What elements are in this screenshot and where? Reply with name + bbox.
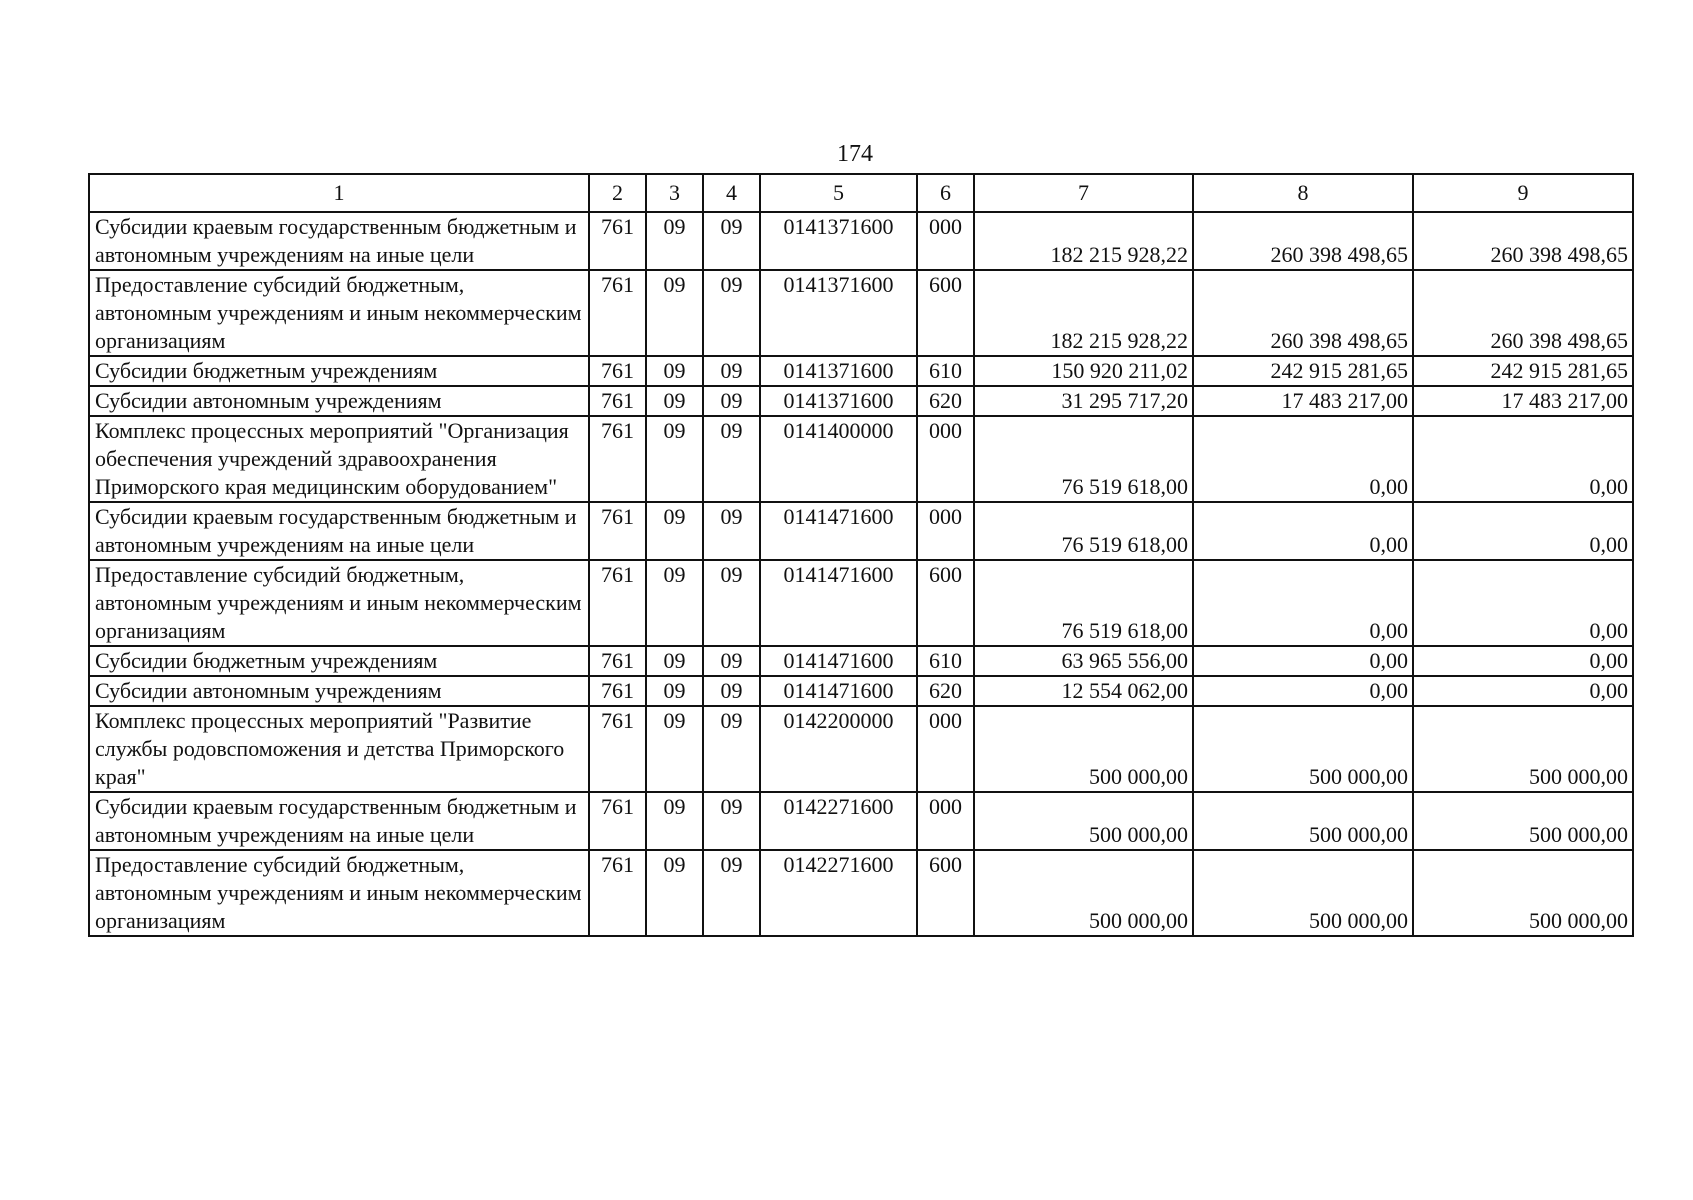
amount-col7-cell: 182 215 928,22	[974, 270, 1193, 356]
section-code-cell: 09	[646, 386, 703, 416]
table-row	[89, 560, 1633, 646]
amount-col7-cell: 12 554 062,00	[974, 676, 1193, 706]
amount-col8-cell: 0,00	[1193, 560, 1413, 646]
row-name-cell: Комплекс процессных мероприятий "Организация обеспечения учреждений здравоохранения Приморского края медицинским оборудованием"	[89, 416, 589, 502]
row-name-cell: Субсидии автономным учреждениям	[89, 676, 589, 706]
chapter-code-cell: 761	[589, 706, 646, 792]
section-code-cell: 09	[646, 270, 703, 356]
budget-table	[88, 173, 1634, 937]
amount-col9-cell: 0,00	[1413, 676, 1633, 706]
row-name-cell: Субсидии краевым государственным бюджетным и автономным учреждениям на иные цели	[89, 502, 589, 560]
table-row	[89, 676, 1633, 706]
expense-type-cell: 000	[917, 212, 974, 270]
section-code-cell: 09	[646, 212, 703, 270]
section-code-cell: 09	[646, 560, 703, 646]
amount-col9-cell: 0,00	[1413, 416, 1633, 502]
page-number: 174	[837, 141, 873, 167]
row-name-cell: Субсидии бюджетным учреждениям	[89, 646, 589, 676]
target-article-cell: 0142200000	[760, 706, 917, 792]
amount-col8-cell: 500 000,00	[1193, 850, 1413, 936]
amount-col7-cell: 182 215 928,22	[974, 212, 1193, 270]
amount-col8-cell: 0,00	[1193, 646, 1413, 676]
amount-col8-cell: 0,00	[1193, 416, 1413, 502]
table-row	[89, 502, 1633, 560]
amount-col9-cell: 17 483 217,00	[1413, 386, 1633, 416]
amount-col7-cell: 500 000,00	[974, 792, 1193, 850]
column-header: 2	[589, 174, 646, 212]
amount-col8-cell: 0,00	[1193, 676, 1413, 706]
amount-col8-cell: 260 398 498,65	[1193, 270, 1413, 356]
column-header: 7	[974, 174, 1193, 212]
row-name-cell: Субсидии краевым государственным бюджетным и автономным учреждениям на иные цели	[89, 212, 589, 270]
amount-col8-cell: 260 398 498,65	[1193, 212, 1413, 270]
target-article-cell: 0141471600	[760, 502, 917, 560]
expense-type-cell: 600	[917, 850, 974, 936]
subsection-code-cell: 09	[703, 502, 760, 560]
chapter-code-cell: 761	[589, 270, 646, 356]
column-header: 1	[89, 174, 589, 212]
chapter-code-cell: 761	[589, 416, 646, 502]
table-row	[89, 416, 1633, 502]
section-code-cell: 09	[646, 706, 703, 792]
subsection-code-cell: 09	[703, 676, 760, 706]
section-code-cell: 09	[646, 502, 703, 560]
target-article-cell: 0141471600	[760, 646, 917, 676]
column-header: 4	[703, 174, 760, 212]
expense-type-cell: 610	[917, 356, 974, 386]
expense-type-cell: 000	[917, 502, 974, 560]
chapter-code-cell: 761	[589, 676, 646, 706]
target-article-cell: 0142271600	[760, 850, 917, 936]
subsection-code-cell: 09	[703, 356, 760, 386]
subsection-code-cell: 09	[703, 792, 760, 850]
amount-col9-cell: 0,00	[1413, 646, 1633, 676]
amount-col7-cell: 76 519 618,00	[974, 502, 1193, 560]
table-row	[89, 850, 1633, 936]
row-name-cell: Предоставление субсидий бюджетным, автономным учреждениям и иным некоммерческим организациям	[89, 560, 589, 646]
expense-type-cell: 620	[917, 676, 974, 706]
chapter-code-cell: 761	[589, 850, 646, 936]
target-article-cell: 0142271600	[760, 792, 917, 850]
section-code-cell: 09	[646, 676, 703, 706]
chapter-code-cell: 761	[589, 646, 646, 676]
target-article-cell: 0141471600	[760, 560, 917, 646]
chapter-code-cell: 761	[589, 560, 646, 646]
target-article-cell: 0141400000	[760, 416, 917, 502]
amount-col7-cell: 76 519 618,00	[974, 560, 1193, 646]
section-code-cell: 09	[646, 416, 703, 502]
subsection-code-cell: 09	[703, 646, 760, 676]
chapter-code-cell: 761	[589, 356, 646, 386]
amount-col9-cell: 500 000,00	[1413, 850, 1633, 936]
row-name-cell: Комплекс процессных мероприятий "Развитие службы родовспоможения и детства Приморского края"	[89, 706, 589, 792]
chapter-code-cell: 761	[589, 502, 646, 560]
chapter-code-cell: 761	[589, 212, 646, 270]
subsection-code-cell: 09	[703, 560, 760, 646]
amount-col7-cell: 500 000,00	[974, 850, 1193, 936]
amount-col9-cell: 260 398 498,65	[1413, 270, 1633, 356]
amount-col7-cell: 150 920 211,02	[974, 356, 1193, 386]
expense-type-cell: 000	[917, 706, 974, 792]
amount-col9-cell: 0,00	[1413, 502, 1633, 560]
table-row	[89, 646, 1633, 676]
subsection-code-cell: 09	[703, 386, 760, 416]
subsection-code-cell: 09	[703, 416, 760, 502]
amount-col7-cell: 500 000,00	[974, 706, 1193, 792]
amount-col8-cell: 500 000,00	[1193, 792, 1413, 850]
table-row	[89, 212, 1633, 270]
amount-col8-cell: 242 915 281,65	[1193, 356, 1413, 386]
amount-col9-cell: 500 000,00	[1413, 792, 1633, 850]
column-header: 9	[1413, 174, 1633, 212]
amount-col7-cell: 31 295 717,20	[974, 386, 1193, 416]
target-article-cell: 0141471600	[760, 676, 917, 706]
row-name-cell: Предоставление субсидий бюджетным, автономным учреждениям и иным некоммерческим организациям	[89, 270, 589, 356]
expense-type-cell: 610	[917, 646, 974, 676]
column-header: 3	[646, 174, 703, 212]
section-code-cell: 09	[646, 792, 703, 850]
target-article-cell: 0141371600	[760, 270, 917, 356]
row-name-cell: Субсидии краевым государственным бюджетным и автономным учреждениям на иные цели	[89, 792, 589, 850]
section-code-cell: 09	[646, 646, 703, 676]
amount-col8-cell: 0,00	[1193, 502, 1413, 560]
amount-col8-cell: 500 000,00	[1193, 706, 1413, 792]
subsection-code-cell: 09	[703, 270, 760, 356]
table-row	[89, 706, 1633, 792]
target-article-cell: 0141371600	[760, 212, 917, 270]
header-row	[89, 174, 1633, 212]
target-article-cell: 0141371600	[760, 386, 917, 416]
expense-type-cell: 000	[917, 416, 974, 502]
chapter-code-cell: 761	[589, 386, 646, 416]
expense-type-cell: 600	[917, 560, 974, 646]
section-code-cell: 09	[646, 850, 703, 936]
amount-col9-cell: 0,00	[1413, 560, 1633, 646]
target-article-cell: 0141371600	[760, 356, 917, 386]
row-name-cell: Субсидии бюджетным учреждениям	[89, 356, 589, 386]
row-name-cell: Предоставление субсидий бюджетным, автономным учреждениям и иным некоммерческим организациям	[89, 850, 589, 936]
amount-col9-cell: 500 000,00	[1413, 706, 1633, 792]
expense-type-cell: 000	[917, 792, 974, 850]
column-header: 6	[917, 174, 974, 212]
section-code-cell: 09	[646, 356, 703, 386]
subsection-code-cell: 09	[703, 212, 760, 270]
column-header: 5	[760, 174, 917, 212]
table-row	[89, 356, 1633, 386]
expense-type-cell: 620	[917, 386, 974, 416]
subsection-code-cell: 09	[703, 706, 760, 792]
amount-col8-cell: 17 483 217,00	[1193, 386, 1413, 416]
expense-type-cell: 600	[917, 270, 974, 356]
row-name-cell: Субсидии автономным учреждениям	[89, 386, 589, 416]
amount-col7-cell: 63 965 556,00	[974, 646, 1193, 676]
table-row	[89, 386, 1633, 416]
column-header: 8	[1193, 174, 1413, 212]
table-row	[89, 270, 1633, 356]
chapter-code-cell: 761	[589, 792, 646, 850]
amount-col9-cell: 242 915 281,65	[1413, 356, 1633, 386]
amount-col7-cell: 76 519 618,00	[974, 416, 1193, 502]
amount-col9-cell: 260 398 498,65	[1413, 212, 1633, 270]
subsection-code-cell: 09	[703, 850, 760, 936]
table-row	[89, 792, 1633, 850]
